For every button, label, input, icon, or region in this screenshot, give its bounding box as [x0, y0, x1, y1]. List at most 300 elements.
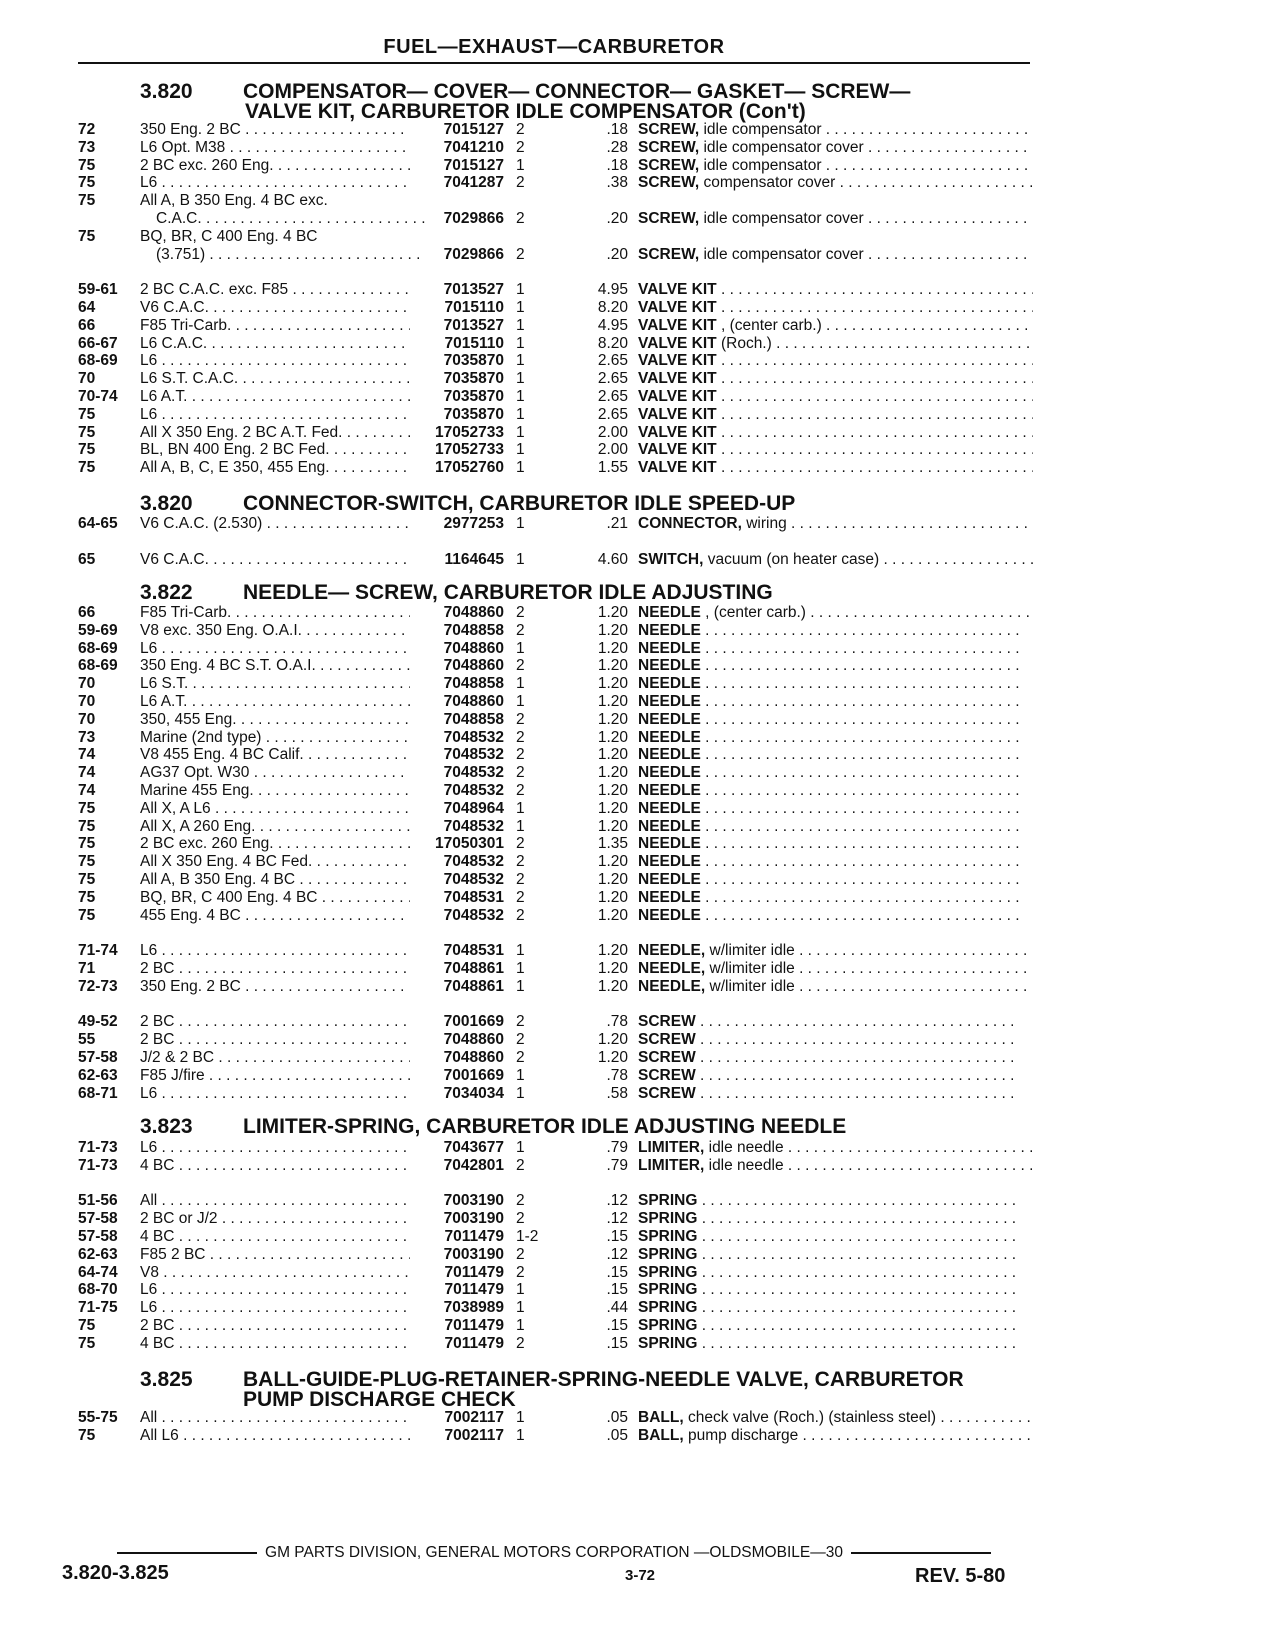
- description-detail: pump discharge: [683, 1426, 799, 1444]
- description: [638, 210, 1033, 228]
- price: 1.20: [597, 710, 628, 728]
- description-detail: w/limiter idle: [705, 959, 795, 977]
- part-number: 7015110: [444, 334, 504, 352]
- description-detail: compensator cover: [699, 174, 836, 192]
- price: .15: [606, 1263, 628, 1281]
- application: BQ, BR, C 400 Eng. 4 BC: [140, 227, 318, 245]
- quantity: 2: [516, 245, 525, 263]
- part-number: 7038989: [443, 1299, 504, 1317]
- application: L6 . . .: [140, 942, 410, 960]
- description-noun: NEEDLE: [638, 870, 701, 888]
- year-range: 66-67: [78, 334, 118, 352]
- quantity: 1: [516, 334, 525, 352]
- price: .18: [606, 121, 628, 138]
- page-header: FUEL—EXHAUST—CARBURETOR: [383, 36, 725, 58]
- part-number: 7048532: [443, 781, 504, 799]
- price: 1.20: [597, 888, 628, 906]
- description-noun: SCREW,: [638, 245, 700, 263]
- description: [638, 299, 1033, 317]
- table-row: [78, 1085, 1030, 1103]
- table-row: [78, 1139, 1030, 1157]
- table-row: [78, 441, 1030, 459]
- table-row: [78, 1067, 1030, 1085]
- quantity: 1: [516, 675, 525, 693]
- year-range: 75: [78, 423, 96, 441]
- table-row: [78, 1210, 1030, 1228]
- description-noun: SPRING: [638, 1192, 698, 1210]
- application: L6 S.T. C.A.C. . . .: [140, 370, 410, 388]
- application: 2 BC . . .: [140, 960, 410, 978]
- description-noun: SPRING: [638, 1281, 698, 1299]
- year-range: 64-74: [78, 1263, 118, 1281]
- table-row: [78, 640, 1030, 658]
- year-range: 71-73: [78, 1139, 118, 1156]
- table-row: [78, 1264, 1030, 1282]
- part-number: 7034034: [443, 1084, 504, 1102]
- price: .58: [606, 1084, 628, 1102]
- price: .78: [606, 1066, 628, 1084]
- description: [638, 1139, 1033, 1157]
- table-row: [78, 1157, 1030, 1175]
- price: 4.60: [597, 550, 628, 568]
- description: [638, 782, 1033, 800]
- description-detail: , (center carb.): [700, 604, 806, 621]
- row-gap: [78, 533, 1030, 551]
- description: [638, 889, 1033, 907]
- quantity: 1: [516, 1084, 525, 1102]
- quantity: 1: [516, 817, 525, 835]
- quantity: 2: [516, 1031, 525, 1049]
- part-number: 17052733: [435, 423, 504, 441]
- part-number: 7048532: [443, 853, 504, 871]
- year-range: 70-74: [78, 387, 118, 405]
- application: 2 BC or J/2 . . .: [140, 1210, 410, 1228]
- price: 2.65: [597, 405, 628, 423]
- quantity: 2: [516, 621, 525, 639]
- year-range: 75: [78, 459, 96, 477]
- description: [638, 1049, 1033, 1067]
- year-range: 57-58: [78, 1048, 118, 1066]
- year-range: 75: [78, 835, 96, 853]
- price: .38: [606, 174, 628, 192]
- description: [638, 281, 1033, 299]
- year-range: 71-73: [78, 1156, 118, 1174]
- description: [638, 853, 1033, 871]
- footer-section-range: 3.820-3.825: [62, 1562, 169, 1584]
- description-noun: NEEDLE: [638, 888, 701, 906]
- application: L6 A.T. . . .: [140, 388, 410, 406]
- year-range: 59-69: [78, 621, 118, 639]
- description: [638, 441, 1033, 459]
- quantity: 1: [516, 692, 525, 710]
- description-noun: SCREW,: [638, 121, 700, 138]
- description-noun: NEEDLE: [638, 906, 701, 924]
- part-number: 7035870: [443, 405, 504, 423]
- year-range: 74: [78, 746, 96, 764]
- quantity: 2: [516, 604, 525, 621]
- quantity: 1: [516, 977, 525, 995]
- description: [638, 818, 1033, 836]
- table-row: [78, 853, 1030, 871]
- application: 350 Eng. 2 BC . . .: [140, 121, 410, 139]
- description-noun: NEEDLE: [638, 764, 701, 782]
- year-range: 73: [78, 728, 96, 746]
- table-row: [78, 764, 1030, 782]
- price: .12: [606, 1192, 628, 1210]
- application: L6 Opt. M38 . . .: [140, 139, 410, 157]
- year-range: 49-52: [78, 1013, 118, 1031]
- description: [638, 942, 1033, 960]
- table-row: [78, 192, 1030, 210]
- table-row: [78, 1246, 1030, 1264]
- application: V6 C.A.C. . . .: [140, 551, 410, 569]
- quantity: 2: [516, 657, 525, 675]
- quantity: 1: [516, 942, 525, 960]
- price: 1.20: [597, 817, 628, 835]
- description: [638, 1299, 1033, 1317]
- price: 1.20: [597, 675, 628, 693]
- year-range: 68-70: [78, 1281, 118, 1299]
- description: [638, 1281, 1033, 1299]
- description-detail: , (center carb.): [716, 316, 822, 334]
- year-range: 66: [78, 604, 96, 621]
- part-number: 7048860: [443, 692, 504, 710]
- part-number: 7048532: [443, 870, 504, 888]
- section-rows: [78, 1139, 1030, 1353]
- quantity: 2: [516, 710, 525, 728]
- application: All X 350 Eng. 4 BC Fed. . . .: [140, 853, 410, 871]
- quantity: 2: [516, 209, 525, 227]
- price: .05: [606, 1409, 628, 1426]
- year-range: 75: [78, 906, 96, 924]
- description: [638, 1085, 1033, 1103]
- description: [638, 640, 1033, 658]
- part-number: 7048531: [443, 888, 504, 906]
- footer-rule-right: [851, 1552, 991, 1554]
- quantity: 2: [516, 121, 525, 138]
- description: [638, 1427, 1033, 1445]
- table-row: [78, 1031, 1030, 1049]
- year-range: 71-75: [78, 1299, 118, 1317]
- part-number: 7013527: [443, 281, 504, 299]
- year-range: 75: [78, 192, 96, 210]
- application: L6 S.T. . . .: [140, 675, 410, 693]
- price: 1.20: [597, 870, 628, 888]
- quantity: 1: [516, 281, 525, 299]
- part-number: 7048860: [443, 1031, 504, 1049]
- table-row: [78, 1049, 1030, 1067]
- description-noun: NEEDLE: [638, 657, 701, 675]
- description-noun: LIMITER,: [638, 1139, 705, 1156]
- application: 350 Eng. 2 BC . . .: [140, 978, 410, 996]
- part-number: 7048861: [443, 959, 504, 977]
- table-row: [78, 889, 1030, 907]
- application: All A, B, C, E 350, 455 Eng. . . .: [140, 459, 410, 477]
- part-number: 7011479: [444, 1334, 504, 1352]
- part-number: 7029866: [443, 209, 504, 227]
- description-detail: idle needle: [704, 1156, 784, 1174]
- table-row: [78, 1192, 1030, 1210]
- table-row: [78, 604, 1030, 622]
- description: [638, 1264, 1033, 1282]
- quantity: 2: [516, 138, 525, 156]
- quantity: 2: [516, 1192, 525, 1210]
- part-number: 7003190: [443, 1245, 504, 1263]
- row-gap: [78, 924, 1030, 942]
- table-row: [78, 871, 1030, 889]
- description: [638, 1031, 1033, 1049]
- description-noun: VALVE KIT: [638, 281, 717, 299]
- section-rows: [78, 121, 1030, 477]
- table-row: [78, 835, 1030, 853]
- part-number: 7048860: [443, 639, 504, 657]
- application: 2 BC . . .: [140, 1031, 410, 1049]
- table-row: [78, 657, 1030, 675]
- table-row: [78, 388, 1030, 406]
- application: V8 455 Eng. 4 BC Calif. . . .: [140, 746, 410, 764]
- part-number: 7048531: [443, 942, 504, 960]
- description-detail: idle needle: [704, 1139, 784, 1156]
- description: [638, 1192, 1033, 1210]
- description-noun: NEEDLE: [638, 692, 701, 710]
- description-noun: NEEDLE: [638, 781, 701, 799]
- description: [638, 370, 1033, 388]
- year-range: 64: [78, 298, 96, 316]
- footer-text: GM PARTS DIVISION, GENERAL MOTORS CORPORATION —OLDSMOBILE—30: [265, 1544, 843, 1561]
- description: [638, 352, 1033, 370]
- table-row: [78, 1335, 1030, 1353]
- quantity: 2: [516, 1334, 525, 1352]
- price: .15: [606, 1316, 628, 1334]
- table-row: [78, 942, 1030, 960]
- year-range: 70: [78, 675, 96, 693]
- quantity: 1: [516, 515, 525, 532]
- table-row: [78, 459, 1030, 477]
- description: [638, 1335, 1033, 1353]
- part-number: 7048860: [443, 1048, 504, 1066]
- quantity: 1: [516, 441, 525, 459]
- year-range: 74: [78, 781, 96, 799]
- table-row: [78, 746, 1030, 764]
- application: V6 C.A.C. . . .: [140, 299, 410, 317]
- description-noun: NEEDLE,: [638, 942, 706, 960]
- section-rows: [78, 1409, 1030, 1445]
- description-noun: VALVE KIT: [638, 370, 717, 388]
- description-noun: SPRING: [638, 1227, 698, 1245]
- description: [638, 424, 1033, 442]
- table-row: [78, 1299, 1030, 1317]
- description: [638, 515, 1033, 533]
- table-row: [78, 622, 1030, 640]
- part-number: 7048964: [443, 799, 504, 817]
- price: .15: [606, 1227, 628, 1245]
- price: 1.20: [597, 746, 628, 764]
- year-range: 70: [78, 692, 96, 710]
- year-range: 62-63: [78, 1245, 118, 1263]
- application: V8 exc. 350 Eng. O.A.I. . . .: [140, 622, 410, 640]
- year-range: 75: [78, 156, 96, 174]
- year-range: 75: [78, 1334, 96, 1352]
- table-row: [78, 352, 1030, 370]
- part-number: 7041287: [443, 174, 504, 192]
- application: BQ, BR, C 400 Eng. 4 BC . . .: [140, 889, 410, 907]
- quantity: 1: [516, 1281, 525, 1299]
- description-noun: SPRING: [638, 1334, 698, 1352]
- quantity: 1: [516, 352, 525, 370]
- description-noun: VALVE KIT: [638, 316, 717, 334]
- application: 4 BC . . .: [140, 1335, 410, 1353]
- description: [638, 157, 1033, 175]
- description-detail: idle compensator cover: [699, 209, 864, 227]
- part-number: 7048532: [443, 746, 504, 764]
- part-number: 7002117: [444, 1409, 504, 1426]
- price: 8.20: [597, 298, 628, 316]
- footer-rule-left: [117, 1552, 257, 1554]
- price: 1.20: [597, 853, 628, 871]
- section-title-line: CONNECTOR-SWITCH, CARBURETOR IDLE SPEED-UP: [243, 492, 796, 515]
- year-range: 71: [78, 959, 96, 977]
- year-range: 57-58: [78, 1210, 118, 1228]
- table-row: [78, 818, 1030, 836]
- price: 2.65: [597, 387, 628, 405]
- application: 2 BC exc. 260 Eng. . . .: [140, 157, 410, 175]
- description-noun: SCREW: [638, 1048, 696, 1066]
- application: All . . .: [140, 1409, 410, 1427]
- description-noun: VALVE KIT: [638, 352, 717, 370]
- description-detail: idle compensator: [699, 121, 822, 138]
- section-title-line: COMPENSATOR— COVER— CONNECTOR— GASKET— SCREW—: [243, 80, 911, 103]
- quantity: 1: [516, 1066, 525, 1084]
- price: .05: [606, 1426, 628, 1444]
- application: L6 . . .: [140, 1139, 410, 1157]
- quantity: 1: [516, 370, 525, 388]
- table-row: [78, 693, 1030, 711]
- price: .79: [606, 1139, 628, 1156]
- price: 1.20: [597, 639, 628, 657]
- description: [638, 764, 1033, 782]
- table-row: [78, 800, 1030, 818]
- table-row: [78, 121, 1030, 139]
- application: AG37 Opt. W30 . . .: [140, 764, 410, 782]
- year-range: 75: [78, 888, 96, 906]
- table-row: [78, 782, 1030, 800]
- description-noun: SCREW,: [638, 138, 700, 156]
- description: [638, 746, 1033, 764]
- quantity: 2: [516, 728, 525, 746]
- price: 2.65: [597, 352, 628, 370]
- description: [638, 1246, 1033, 1264]
- description-noun: VALVE KIT: [638, 459, 717, 477]
- description-detail: idle compensator cover: [699, 245, 864, 263]
- table-row: [78, 406, 1030, 424]
- section-title: [243, 82, 1033, 122]
- price: .44: [606, 1299, 628, 1317]
- quantity: 2: [516, 888, 525, 906]
- price: 1.20: [597, 657, 628, 675]
- section-title: [243, 1117, 1033, 1137]
- section-title-line: PUMP DISCHARGE CHECK: [243, 1388, 516, 1411]
- part-number: 7029866: [443, 245, 504, 263]
- part-number: 17050301: [435, 835, 504, 853]
- part-number: 7041210: [443, 138, 504, 156]
- table-row: [78, 317, 1030, 335]
- table-row: [78, 335, 1030, 353]
- description-noun: NEEDLE: [638, 835, 701, 853]
- year-range: 68-71: [78, 1084, 118, 1102]
- description-detail: (Roch.): [716, 334, 772, 352]
- description-noun: BALL,: [638, 1426, 684, 1444]
- price: 1.20: [597, 906, 628, 924]
- description: [638, 1409, 1033, 1427]
- application: J/2 & 2 BC . . .: [140, 1049, 410, 1067]
- price: .18: [606, 156, 628, 174]
- description-detail: vacuum (on heater case): [703, 550, 880, 568]
- description-detail: idle compensator: [699, 156, 822, 174]
- description-noun: NEEDLE: [638, 853, 701, 871]
- price: 1.20: [597, 959, 628, 977]
- row-gap: [78, 263, 1030, 281]
- description-noun: NEEDLE: [638, 621, 701, 639]
- description: [638, 1228, 1033, 1246]
- description: [638, 174, 1033, 192]
- section-title: [243, 1370, 1033, 1410]
- description-detail: check valve (Roch.) (stainless steel) .: [683, 1409, 945, 1426]
- description-noun: VALVE KIT: [638, 387, 717, 405]
- quantity: 1-2: [516, 1227, 539, 1245]
- description: [638, 1013, 1033, 1031]
- description-noun: CONNECTOR,: [638, 515, 742, 532]
- year-range: 68-69: [78, 657, 118, 675]
- year-range: 75: [78, 405, 96, 423]
- description: [638, 871, 1033, 889]
- year-range: 75: [78, 1426, 96, 1444]
- quantity: 1: [516, 1299, 525, 1317]
- price: .20: [606, 245, 628, 263]
- price: 1.20: [597, 604, 628, 621]
- part-number: 7048858: [443, 710, 504, 728]
- year-range: 68-69: [78, 639, 118, 657]
- description: [638, 960, 1033, 978]
- description-noun: SCREW,: [638, 174, 700, 192]
- table-row: [78, 370, 1030, 388]
- description-noun: VALVE KIT: [638, 423, 717, 441]
- application: All . . .: [140, 1192, 410, 1210]
- application: Marine (2nd type) . . .: [140, 729, 410, 747]
- price: 1.20: [597, 621, 628, 639]
- price: 1.20: [597, 781, 628, 799]
- quantity: 1: [516, 550, 525, 568]
- quantity: 2: [516, 174, 525, 192]
- quantity: 1: [516, 405, 525, 423]
- price: 2.65: [597, 370, 628, 388]
- application: L6 A.T. . . .: [140, 693, 410, 711]
- part-number: 7042801: [443, 1156, 504, 1174]
- price: .12: [606, 1245, 628, 1263]
- price: 1.20: [597, 1031, 628, 1049]
- year-range: 59-61: [78, 281, 118, 299]
- description-noun: SCREW: [638, 1031, 696, 1049]
- part-number: 7035870: [443, 352, 504, 370]
- price: 4.95: [597, 316, 628, 334]
- part-number: 7048532: [443, 728, 504, 746]
- section-number: 3.822: [140, 581, 193, 604]
- page-number: 3-72: [624, 1567, 656, 1584]
- quantity: 1: [516, 298, 525, 316]
- table-row: [78, 157, 1030, 175]
- description: [638, 978, 1033, 996]
- application: All A, B 350 Eng. 4 BC . . .: [140, 871, 410, 889]
- table-row: [78, 1427, 1030, 1445]
